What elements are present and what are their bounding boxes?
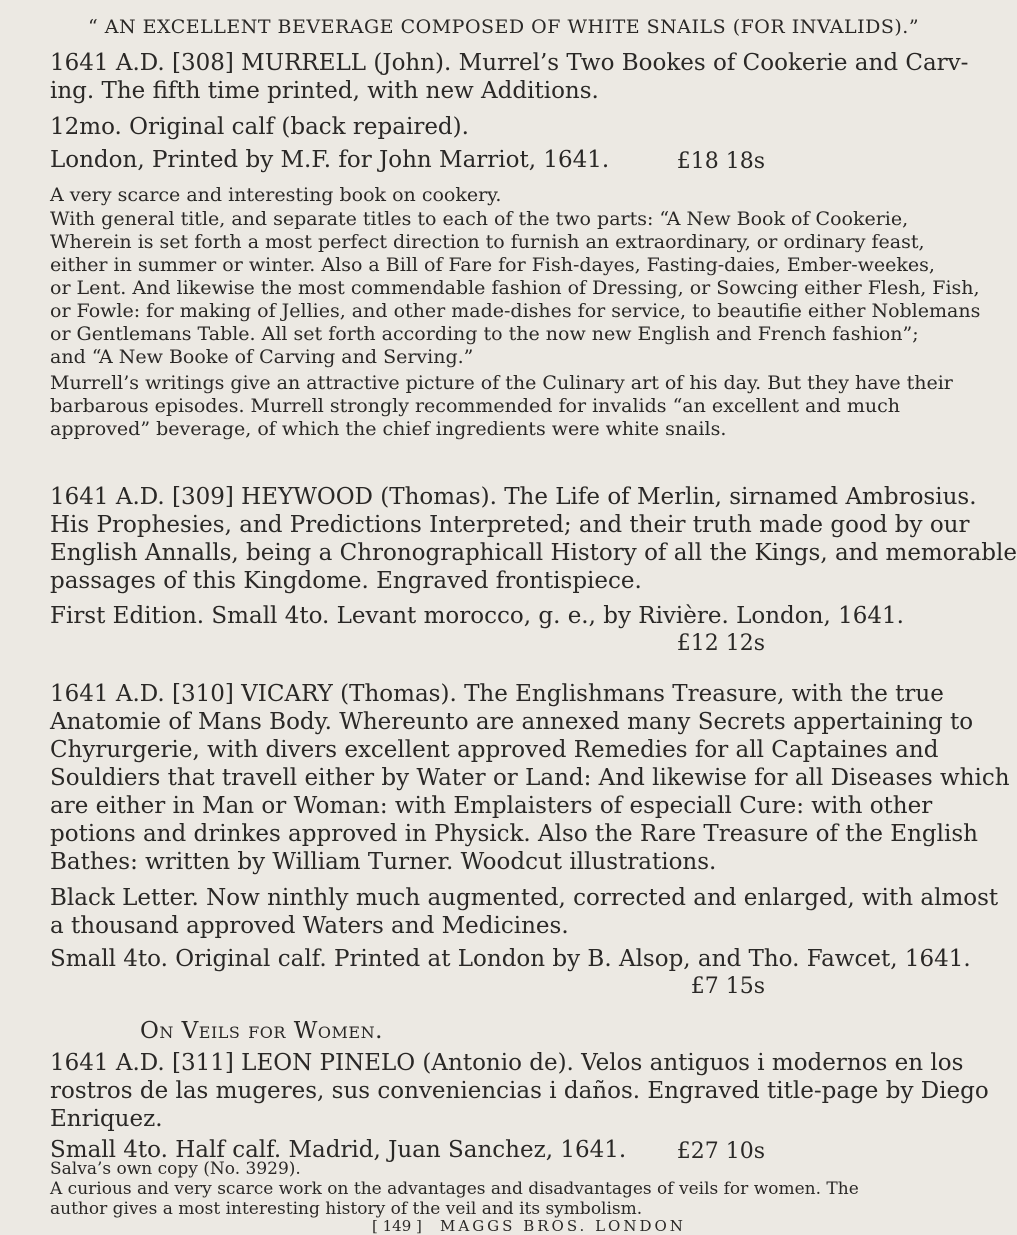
entry-309-line-4: passages of this Kingdome. Engraved frontispiece. xyxy=(50,568,642,594)
entry-310-line-4: Souldiers that travell either by Water or Land: And likewise for all Diseases which xyxy=(50,765,1010,791)
entry-308-note-10: barbarous episodes. Murrell strongly recommended for invalids “an excellent and much xyxy=(50,395,900,417)
entry-308-note-6: or Fowle: for making of Jellies, and other made-dishes for service, to beautifie either Noblemans xyxy=(50,300,981,322)
publisher-footer: MAGGS BROS. LONDON xyxy=(440,1217,686,1235)
entry-310-line-2: Anatomie of Mans Body. Whereunto are annexed many Secrets appertaining to xyxy=(50,709,974,735)
entry-309-line-3: English Annalls, being a Chronographicall History of all the Kings, and memorable xyxy=(50,540,1017,566)
entry-309-price: £12 12s xyxy=(676,631,765,656)
entry-308-note-11: approved” beverage, of which the chief ingredients were white snails. xyxy=(50,418,727,440)
entry-308-note-4: either in summer or winter. Also a Bill of Fare for Fish-dayes, Fasting-daies, Ember-weekes, xyxy=(50,254,935,276)
entry-308-format: 12mo. Original calf (back repaired). xyxy=(50,114,469,140)
entry-308-line-1: 1641 A.D. [308] MURRELL (John). Murrel’s Two Bookes of Cookerie and Carv- xyxy=(50,50,969,76)
entry-308-price: £18 18s xyxy=(676,149,765,174)
entry-308-note-5: or Lent. And likewise the most commendable fashion of Dressing, or Sowcing either Flesh, Fish, xyxy=(50,277,980,299)
entry-311-line-2: rostros de las mugeres, sus conveniencias i daños. Engraved title-page by Diego xyxy=(50,1078,989,1104)
entry-309-line-5: First Edition. Small 4to. Levant morocco, g. e., by Rivière. London, 1641. xyxy=(50,603,904,629)
entry-308-line-2: ing. The fifth time printed, with new Additions. xyxy=(50,78,599,104)
entry-311-price: £27 10s xyxy=(676,1139,765,1164)
entry-311-note-2: A curious and very scarce work on the advantages and disadvantages of veils for women. The xyxy=(50,1179,859,1199)
entry-310-line-9: a thousand approved Waters and Medicines. xyxy=(50,913,569,939)
entry-311-line-1: 1641 A.D. [311] LEON PINELO (Antonio de). Velos antiguos i modernos en los xyxy=(50,1050,964,1076)
entry-309-line-2: His Prophesies, and Predictions Interpreted; and their truth made good by our xyxy=(50,512,970,538)
entry-310-price: £7 15s xyxy=(690,974,765,999)
entry-308-note-9: Murrell’s writings give an attractive picture of the Culinary art of his day. But they have their xyxy=(50,372,953,394)
entry-308-note-1: A very scarce and interesting book on cookery. xyxy=(50,184,502,206)
entry-308-note-3: Wherein is set forth a most perfect direction to furnish an extraordinary, or ordinary feast, xyxy=(50,231,925,253)
entry-311-line-4: Small 4to. Half calf. Madrid, Juan Sanchez, 1641. xyxy=(50,1137,627,1163)
entry-310-line-7: Bathes: written by William Turner. Woodcut illustrations. xyxy=(50,849,717,875)
entry-308-imprint: London, Printed by M.F. for John Marriot, 1641. xyxy=(50,147,610,173)
entry-309-line-1: 1641 A.D. [309] HEYWOOD (Thomas). The Life of Merlin, sirnamed Ambrosius. xyxy=(50,484,977,510)
section-heading-veils: On Veils for Women. xyxy=(140,1018,383,1044)
entry-310-line-3: Chyrurgerie, with divers excellent approved Remedies for all Captaines and xyxy=(50,737,939,763)
entry-311-note-1: Salva’s own copy (No. 3929). xyxy=(50,1159,301,1179)
entry-311-note-3: author gives a most interesting history of the veil and its symbolism. xyxy=(50,1199,643,1219)
entry-308-note-8: and “A New Booke of Carving and Serving.” xyxy=(50,346,474,368)
entry-308-note-7: or Gentlemans Table. All set forth according to the now new English and French fashion”; xyxy=(50,323,919,345)
page-number: [ 149 ] xyxy=(372,1217,422,1235)
entry-308-note-2: With general title, and separate titles to each of the two parts: “A New Book of Cookerie, xyxy=(50,208,909,230)
entry-310-line-8: Black Letter. Now ninthly much augmented, corrected and enlarged, with almost xyxy=(50,885,999,911)
entry-310-line-6: potions and drinkes approved in Physick. Also the Rare Treasure of the English xyxy=(50,821,978,847)
entry-310-line-10: Small 4to. Original calf. Printed at London by B. Alsop, and Tho. Fawcet, 1641. xyxy=(50,946,971,972)
page-header: “ AN EXCELLENT BEVERAGE COMPOSED OF WHITE SNAILS (FOR INVALIDS).” xyxy=(88,16,920,38)
entry-311-line-3: Enriquez. xyxy=(50,1106,163,1132)
entry-310-line-1: 1641 A.D. [310] VICARY (Thomas). The Englishmans Treasure, with the true xyxy=(50,681,944,707)
entry-310-line-5: are either in Man or Woman: with Emplaisters of especiall Cure: with other xyxy=(50,793,933,819)
